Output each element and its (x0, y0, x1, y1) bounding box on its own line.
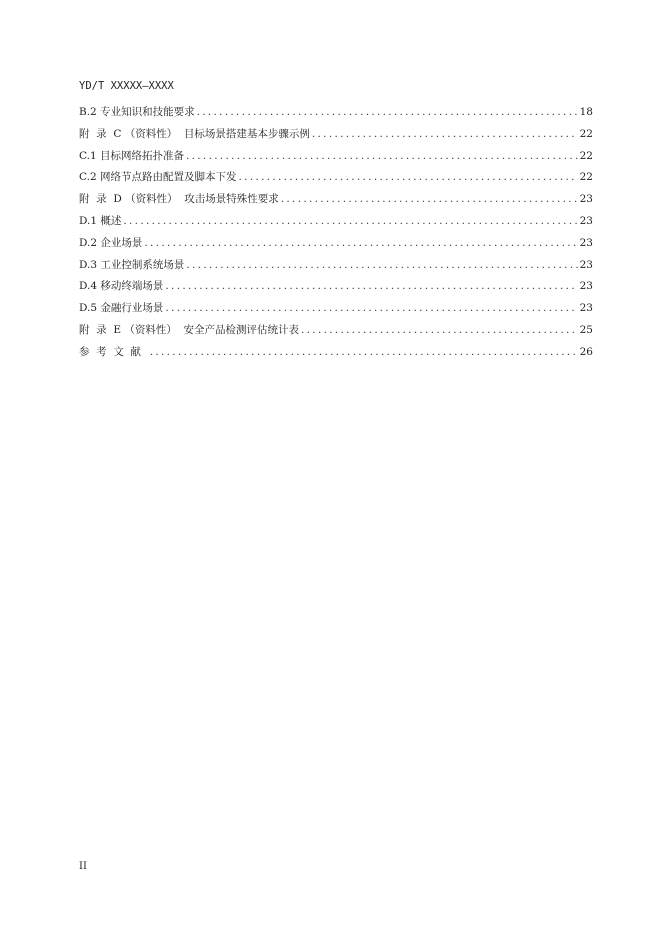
toc-leader-dots (144, 237, 577, 249)
toc-entry-page: 23 (579, 280, 593, 293)
toc-entry[interactable] (79, 213, 593, 235)
toc-leader-dots (150, 346, 578, 358)
table-of-contents (79, 104, 593, 366)
toc-entry-label: 附 录 D （资料性） 攻击场景特殊性要求 (79, 193, 279, 206)
toc-entry[interactable] (79, 300, 593, 322)
toc-entry[interactable] (79, 344, 593, 366)
toc-entry[interactable] (79, 257, 593, 279)
toc-entry-label: D.1 概述 (79, 214, 122, 227)
toc-entry-label: 附 录 C （资料性） 目标场景搭建基本步骤示例 (79, 127, 310, 140)
toc-leader-dots (186, 150, 578, 162)
toc-leader-dots (123, 215, 577, 227)
toc-entry-label: C.2 网络节点路由配置及脚本下发 (79, 171, 237, 184)
toc-entry[interactable] (79, 235, 593, 257)
toc-entry-page: 23 (579, 258, 593, 271)
toc-entry[interactable] (79, 169, 593, 191)
toc-leader-dots (312, 128, 578, 140)
toc-entry-label: D.5 金融行业场景 (79, 302, 164, 315)
toc-entry[interactable] (79, 191, 593, 213)
toc-entry-label: D.4 移动终端场景 (79, 280, 164, 293)
toc-entry[interactable] (79, 322, 593, 344)
toc-leader-dots (301, 324, 578, 336)
toc-entry-page: 26 (579, 345, 593, 358)
toc-entry-page: 22 (579, 149, 593, 162)
toc-entry[interactable] (79, 104, 593, 126)
toc-entry[interactable] (79, 278, 593, 300)
toc-leader-dots (197, 106, 578, 118)
page-number: II (79, 861, 87, 872)
toc-leader-dots (281, 193, 578, 205)
toc-entry-label: B.2 专业知识和技能要求 (79, 106, 195, 118)
toc-entry-label: D.2 企业场景 (79, 236, 143, 249)
toc-entry-page: 18 (579, 106, 593, 118)
toc-leader-dots (186, 259, 577, 271)
toc-entry-label: C.1 目标网络拓扑准备 (79, 149, 185, 162)
toc-leader-dots (239, 171, 578, 183)
toc-entry[interactable] (79, 126, 593, 148)
toc-entry-page: 23 (579, 302, 593, 315)
toc-entry-label: D.3 工业控制系统场景 (79, 258, 185, 271)
toc-leader-dots (165, 302, 577, 314)
toc-leader-dots (165, 280, 577, 292)
toc-entry-label: 附 录 E （资料性） 安全产品检测评估统计表 (79, 323, 300, 336)
document-code-header: YD/T XXXXX—XXXX (79, 80, 174, 92)
toc-entry-page: 25 (579, 323, 593, 336)
toc-entry-page: 23 (579, 193, 593, 206)
toc-entry-page: 23 (579, 214, 593, 227)
toc-entry-page: 23 (579, 236, 593, 249)
toc-entry-page: 22 (579, 171, 593, 184)
toc-entry-page: 22 (579, 127, 593, 140)
toc-entry-label: 参 考 文 献 (79, 345, 148, 358)
toc-entry[interactable] (79, 148, 593, 170)
